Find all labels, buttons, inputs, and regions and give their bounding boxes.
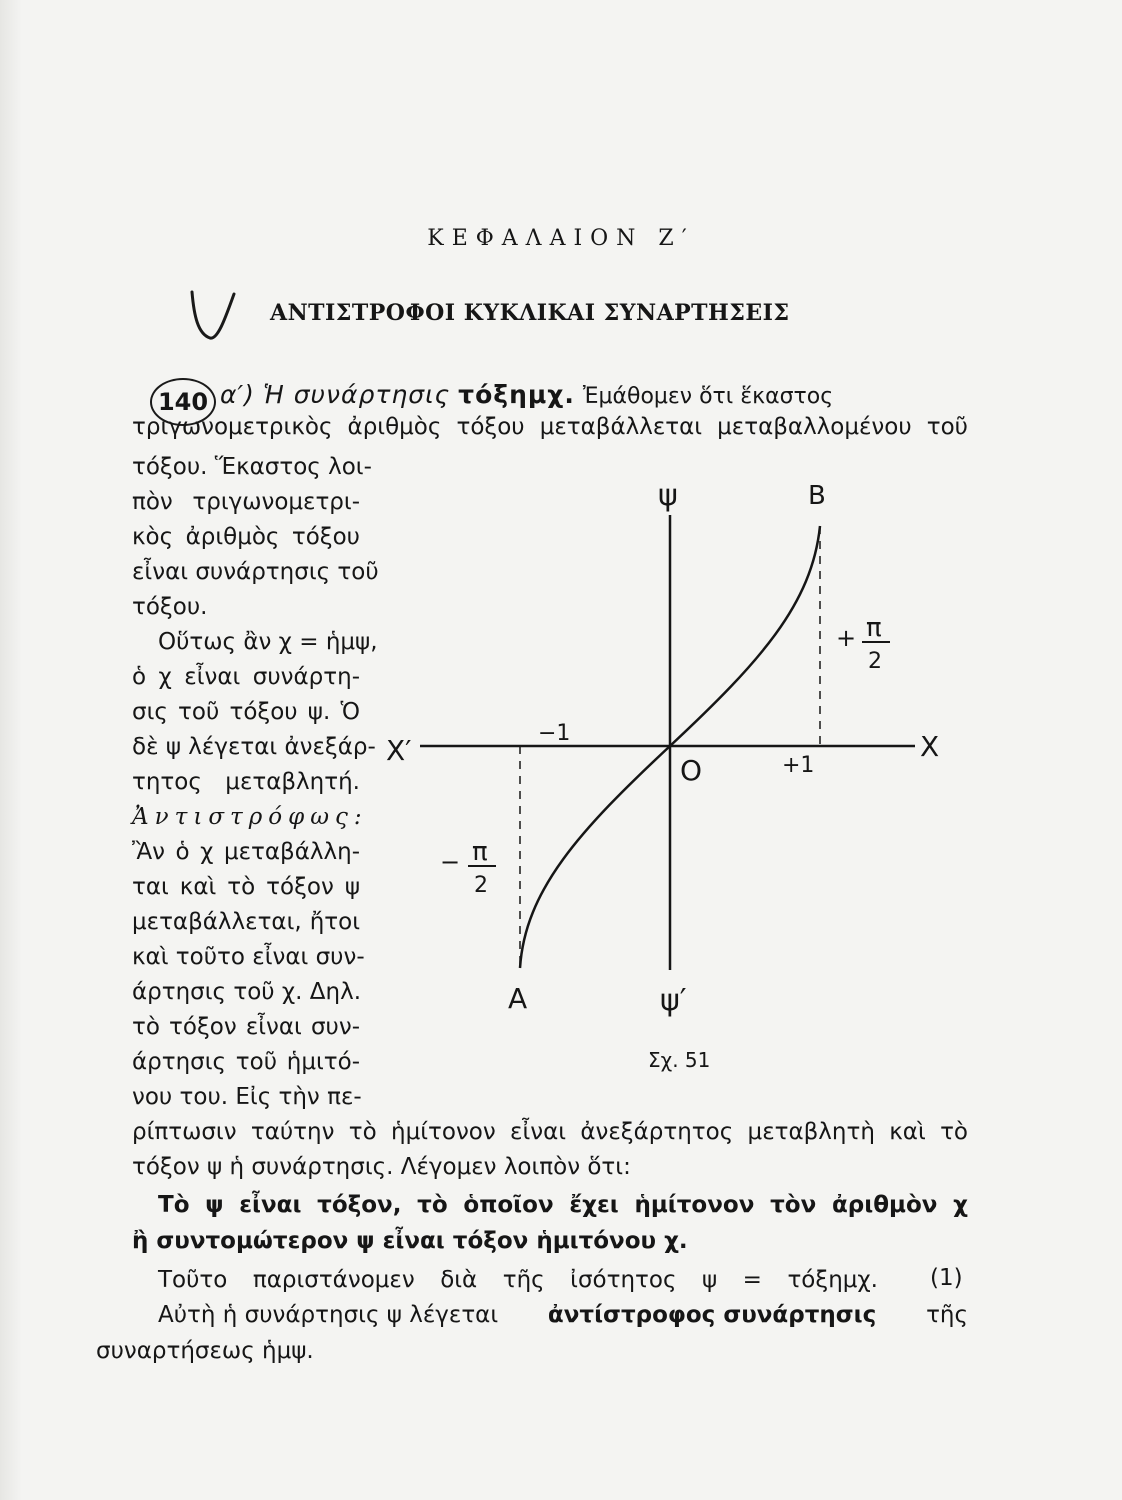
plus-sign: + xyxy=(836,624,857,652)
column-line: πὸν τριγωνομετρι- xyxy=(132,489,360,515)
column-line: άρτησις τοῦ ἡμιτό- xyxy=(132,1049,360,1075)
subsection-text: Ἐμάθομεν ὅτι ἕκαστος xyxy=(582,384,834,409)
closing-line: συναρτήσεως ἡμψ. xyxy=(96,1338,314,1364)
column-line-spaced: Ἀντιστρόφως: xyxy=(132,804,368,830)
psi-label: ψ xyxy=(658,478,678,513)
point-a-label: A xyxy=(508,982,528,1015)
column-line: ται καὶ τὸ τόξον ψ xyxy=(132,874,360,900)
formula-number: (1) xyxy=(930,1265,963,1291)
column-line: τόξου. xyxy=(132,594,208,620)
column-line: τητος μεταβλητή. xyxy=(132,769,360,795)
x-prime-label: X′ xyxy=(386,734,412,767)
subsection-label: α′) xyxy=(220,380,255,409)
column-line: τόξου. Ἕκαστος λοι- xyxy=(132,454,372,480)
pi-top: π xyxy=(866,613,882,643)
subsection-title-lead: Ἡ συνάρτησις xyxy=(262,380,451,409)
column-line: τὸ τόξον εἶναι συν- xyxy=(132,1014,360,1040)
column-line: άρτησις τοῦ χ. Δηλ. xyxy=(132,979,362,1005)
text-line: ρίπτωσιν ταύτην τὸ ἡμίτονον εἶναι ἀνεξάρτητος μεταβλητὴ καὶ τὸ xyxy=(132,1119,968,1145)
figure-caption: Σχ. 51 xyxy=(648,1048,711,1072)
column-line: καὶ τοῦτο εἶναι συν- xyxy=(132,944,365,970)
psi-prime-label: ψ′ xyxy=(660,983,687,1018)
column-line: κὸς ἀριθμὸς τόξου xyxy=(132,524,360,550)
pi-bottom: π xyxy=(472,837,488,867)
subsection-title-key: τόξημχ. xyxy=(458,380,575,409)
point-b-label: B xyxy=(808,481,826,511)
column-line: Ἂν ὁ χ μεταβάλλη- xyxy=(132,839,360,865)
definition-line: Τὸ ψ εἶναι τόξον, τὸ ὁποῖον ἔχει ἡμίτονον τὸν ἀριθμὸν χ xyxy=(158,1192,968,1218)
section-title: ΑΝΤΙΣΤΡΟΦΟΙ ΚΥΚΛΙΚΑΙ ΣΥΝΑΡΤΗΣΕΙΣ xyxy=(270,300,790,326)
origin-label: O xyxy=(680,754,703,787)
column-line: νου του. Εἰς τὴν πε- xyxy=(132,1084,362,1110)
closing-line-bold: ἀντίστροφος συνάρτησις xyxy=(547,1302,877,1328)
column-line: εἶναι συνάρτησις τοῦ xyxy=(132,559,379,585)
closing-line-start: Αὐτὴ ἡ συνάρτησις ψ λέγεται xyxy=(158,1302,499,1328)
arcsine-figure xyxy=(380,470,960,1040)
chapter-heading: ΚΕΦΑΛΑΙΟΝ Ζ′ xyxy=(427,226,695,251)
minus-one-label: −1 xyxy=(538,721,571,746)
subsection-heading xyxy=(220,378,833,414)
paragraph-number-circled: 140 xyxy=(150,378,216,426)
plus-one-label: +1 xyxy=(782,753,815,778)
definition-line: ἢ συντομώτερον ψ εἶναι τόξον ἡμιτόνου χ. xyxy=(132,1228,688,1254)
column-line: Οὕτως ἂν χ = ἡμψ, xyxy=(158,629,378,655)
handwritten-check-mark xyxy=(188,286,238,352)
column-line: μεταβάλλεται, ἤτοι xyxy=(132,909,360,935)
two-bottom: 2 xyxy=(474,873,488,898)
closing-line-end: τῆς xyxy=(926,1302,968,1328)
text-line: τόξον ψ ἡ συνάρτησις. Λέγομεν λοιπὸν ὅτι: xyxy=(132,1154,631,1180)
minus-sign: − xyxy=(440,848,461,876)
x-label: X xyxy=(920,730,940,763)
column-line: σις τοῦ τόξου ψ. Ὁ xyxy=(132,699,360,725)
closing-line xyxy=(158,1300,968,1330)
two-top: 2 xyxy=(868,649,882,674)
column-line: δὲ ψ λέγεται ἀνεξάρ- xyxy=(132,734,376,760)
text-line: τριγωνομετρικὸς ἀριθμὸς τόξου μεταβάλλεται μεταβαλλομένου τοῦ xyxy=(132,414,968,440)
formula-line: Τοῦτο παριστάνομεν διὰ τῆς ἰσότητος ψ = τόξημχ. xyxy=(158,1267,878,1293)
column-line: ὁ χ εἶναι συνάρτη- xyxy=(132,664,360,690)
